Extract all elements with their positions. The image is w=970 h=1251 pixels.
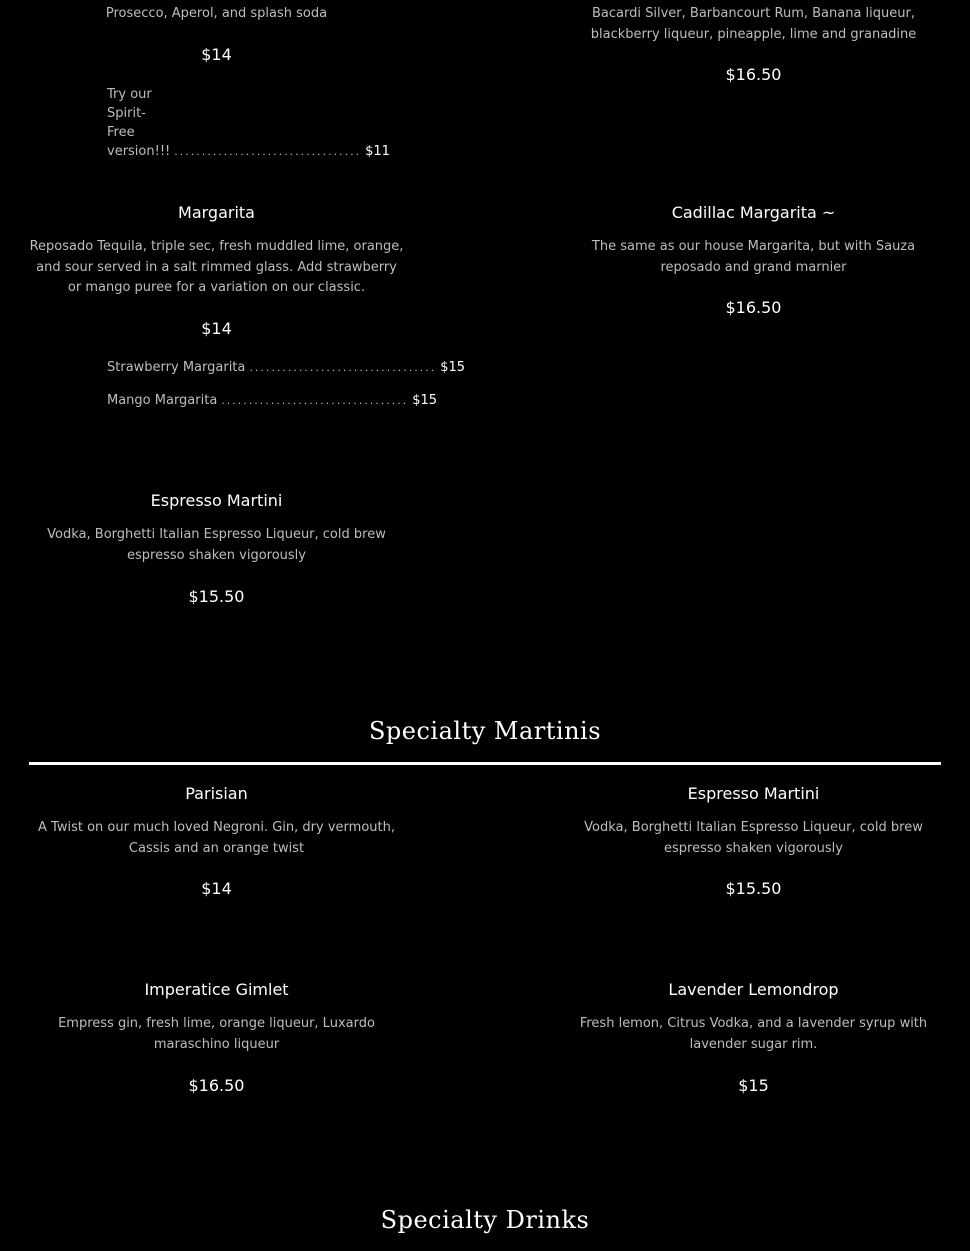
item-name: Parisian: [185, 784, 248, 803]
variant-row: [107, 358, 466, 377]
item-description: The same as our house Margarita, but with Sauza reposado and grand marnier: [591, 239, 916, 275]
item-description: Fresh lemon, Citrus Vodka, and a lavender syrup with lavender sugar rim.: [579, 1016, 928, 1052]
variant-price: $15: [440, 360, 466, 375]
variant-label: Strawberry Margarita: [107, 360, 246, 375]
item-description: A Twist on our much loved Negroni. Gin, dry vermouth, Cassis and an orange twist: [38, 820, 395, 856]
section-title: Specialty Martinis: [368, 717, 602, 745]
variant-row: [107, 85, 390, 161]
item-price: $15: [738, 1076, 769, 1095]
variant-price: $15: [412, 393, 438, 408]
item-name: Cadillac Margarita ~: [671, 203, 836, 222]
item-description: Bacardi Silver, Barbancourt Rum, Banana liqueur, blackberry liqueur, pineapple, lime and granadine: [590, 6, 917, 42]
item-price: $14: [201, 45, 232, 64]
dot-leader: ..................................: [221, 394, 409, 407]
variant-price: $11: [365, 144, 390, 159]
item-price: $16.50: [725, 298, 782, 317]
item-name: Lavender Lemondrop: [668, 980, 839, 999]
item-price: $14: [201, 879, 232, 898]
item-name: Imperatice Gimlet: [144, 980, 289, 999]
item-description: Prosecco, Aperol, and splash soda: [105, 6, 328, 21]
item-description: Vodka, Borghetti Italian Espresso Liqueur, cold brew espresso shaken vigorously: [584, 820, 923, 856]
section-title: Specialty Drinks: [380, 1206, 590, 1234]
item-price: $15.50: [188, 587, 245, 606]
dot-leader: ..................................: [174, 145, 362, 158]
item-name: Espresso Martini: [687, 784, 820, 803]
item-price: $15.50: [725, 879, 782, 898]
item-price: $16.50: [188, 1076, 245, 1095]
variant-label: Mango Margarita: [107, 393, 218, 408]
item-description: Reposado Tequila, triple sec, fresh muddled lime, orange, and sour served in a salt rimmed glass. Add strawberry or mango puree for a variation on our classic.: [29, 239, 404, 295]
item-price: $16.50: [725, 65, 782, 84]
dot-leader: ..................................: [249, 361, 437, 374]
variant-row: [107, 391, 438, 410]
item-description: Vodka, Borghetti Italian Espresso Liqueur, cold brew espresso shaken vigorously: [47, 527, 386, 563]
item-name: Margarita: [178, 203, 255, 222]
item-name: Espresso Martini: [150, 491, 283, 510]
section-divider: [29, 762, 941, 765]
item-description: Empress gin, fresh lime, orange liqueur, Luxardo maraschino liqueur: [58, 1016, 375, 1052]
variant-label: Try our Spirit-Free version!!!: [107, 87, 171, 159]
item-price: $14: [201, 319, 232, 338]
